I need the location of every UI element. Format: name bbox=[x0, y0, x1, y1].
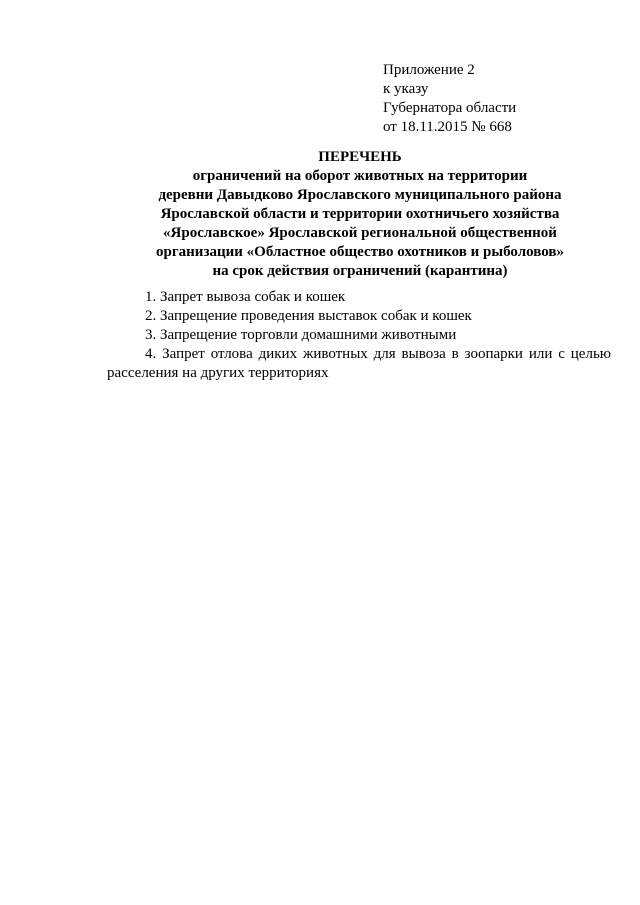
document-title bbox=[100, 148, 620, 281]
title-line-4: «Ярославское» Ярославской региональной общественной bbox=[163, 225, 557, 241]
restrictions-list bbox=[107, 288, 611, 383]
appendix-line-3: Губернатора области bbox=[383, 100, 517, 116]
appendix-line-4: от 18.11.2015 № 668 bbox=[383, 119, 512, 135]
appendix-note bbox=[383, 61, 516, 137]
title-line-5: организации «Областное общество охотников и рыболовов» bbox=[156, 244, 564, 260]
list-item-1: 1. Запрет вывоза собак и кошек bbox=[145, 289, 346, 305]
appendix-line-2: к указу bbox=[383, 81, 429, 97]
title-line-1: ограничений на оборот животных на территории bbox=[192, 168, 528, 184]
title-line-6: на срок действия ограничений (карантина) bbox=[212, 263, 508, 279]
list-item-4-line-1: 4. Запрет отлова диких животных для вывоза в зоопарки или с целью bbox=[145, 346, 611, 362]
title-line-3: Ярославской области и территории охотничьего хозяйства bbox=[160, 206, 560, 222]
list-item-4 bbox=[107, 345, 611, 383]
list-item-4-line-2: расселения на других территориях bbox=[107, 365, 329, 381]
title-line-2: деревни Давыдково Ярославского муниципального района bbox=[158, 187, 562, 203]
list-item-2: 2. Запрещение проведения выставок собак и кошек bbox=[145, 308, 472, 324]
appendix-line-1: Приложение 2 bbox=[383, 62, 475, 78]
list-item-3: 3. Запрещение торговли домашними животными bbox=[145, 327, 457, 343]
title-heading: ПЕРЕЧЕНЬ bbox=[318, 149, 402, 165]
